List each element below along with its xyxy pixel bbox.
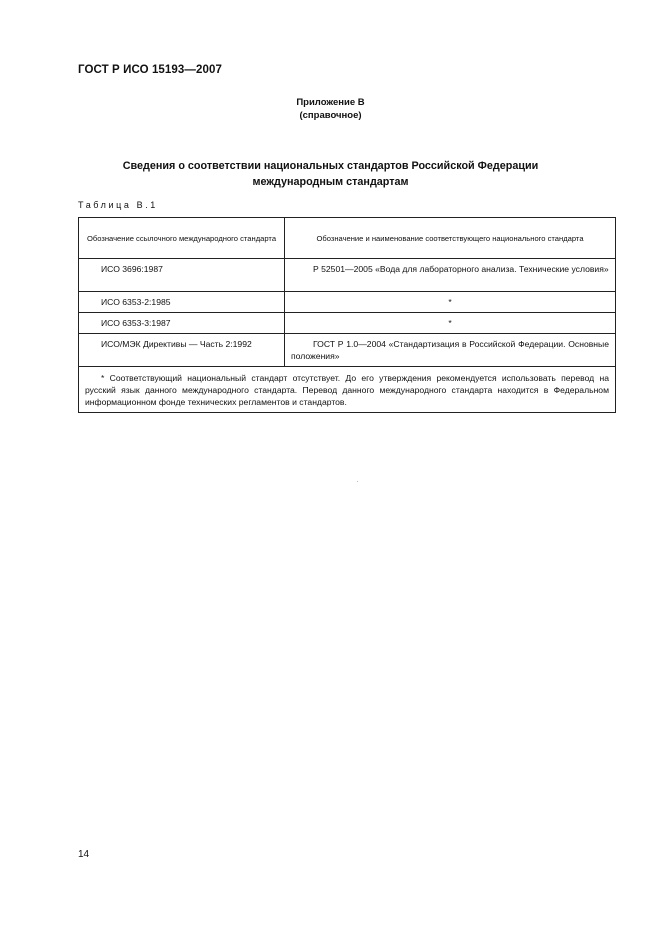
table-caption: Таблица В.1 xyxy=(78,200,158,210)
reference-cell: ИСО/МЭК Директивы — Часть 2:1992 xyxy=(79,334,285,367)
table-row xyxy=(79,313,616,334)
section-title xyxy=(0,158,661,190)
table-footnote: * Соответствующий национальный стандарт отсутствует. До его утверждения рекомендуется использовать перевод на русский язык данного международного стандарта. Перевод данного международного стандарта находится в Федеральном информационном фонде технических регламентов и стандартов. xyxy=(79,367,616,413)
section-title-line1: Сведения о соответствии национальных стандартов Российской Федерации xyxy=(122,160,539,172)
table-footnote-row xyxy=(79,367,616,413)
header-national-standard: Обозначение и наименование соответствующего национального стандарта xyxy=(285,218,616,259)
table-row xyxy=(79,259,616,292)
reference-cell: ИСО 3696:1987 xyxy=(79,259,285,292)
page-number: 14 xyxy=(78,849,90,860)
document-code: ГОСТ Р ИСО 15193—2007 xyxy=(78,64,223,76)
scan-speck xyxy=(357,481,358,482)
reference-cell: ИСО 6353-2:1985 xyxy=(79,292,285,313)
annex-title: Приложение В xyxy=(296,97,365,108)
table-row xyxy=(79,292,616,313)
section-title-line2: международным стандартам xyxy=(252,176,409,188)
annex-heading xyxy=(0,96,661,122)
annex-kind: (справочное) xyxy=(299,110,362,121)
reference-cell: ИСО 6353-3:1987 xyxy=(79,313,285,334)
table-header-row xyxy=(79,218,616,259)
national-cell: * xyxy=(285,313,616,334)
national-cell: ГОСТ Р 1.0—2004 «Стандартизация в Российской Федерации. Основные положения» xyxy=(285,334,616,367)
national-cell: Р 52501—2005 «Вода для лабораторного анализа. Технические условия» xyxy=(285,259,616,292)
national-cell: * xyxy=(285,292,616,313)
header-reference-standard: Обозначение ссылочного международного стандарта xyxy=(79,218,285,259)
correspondence-table xyxy=(78,217,616,413)
table-row xyxy=(79,334,616,367)
